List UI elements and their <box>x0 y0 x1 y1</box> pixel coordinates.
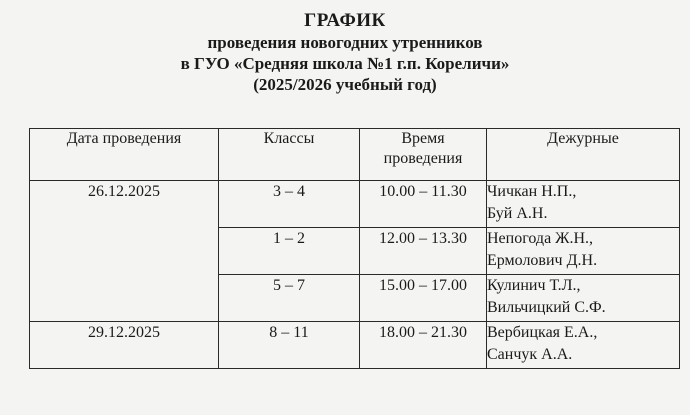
document-title <box>0 10 690 95</box>
header-duty: Дежурные <box>487 129 680 181</box>
time-cell: 15.00 – 17.00 <box>360 275 487 322</box>
date-cell: 29.12.2025 <box>30 322 219 369</box>
time-cell: 12.00 – 13.30 <box>360 228 487 275</box>
duty-person-1: Вербицкая Е.А., <box>487 324 598 341</box>
duty-cell <box>487 181 680 228</box>
duty-cell <box>487 275 680 322</box>
duty-person-1: Непогода Ж.Н., <box>487 230 594 247</box>
classes-cell: 8 – 11 <box>219 322 360 369</box>
title-line-3: в ГУО «Средняя школа №1 г.п. Кореличи» <box>180 54 510 73</box>
duty-person-2: Буй А.Н. <box>487 205 548 222</box>
duty-person-2: Ермолович Д.Н. <box>487 252 598 269</box>
table-row <box>30 322 680 369</box>
title-line-1: ГРАФИК <box>304 10 386 31</box>
header-time: Время проведения <box>360 129 487 181</box>
table-header-row <box>30 129 680 181</box>
classes-cell: 5 – 7 <box>219 275 360 322</box>
header-classes: Классы <box>219 129 360 181</box>
title-line-4: (2025/2026 учебный год) <box>253 75 437 94</box>
duty-person-1: Чичкан Н.П., <box>487 183 577 200</box>
classes-cell: 3 – 4 <box>219 181 360 228</box>
classes-cell: 1 – 2 <box>219 228 360 275</box>
time-cell: 18.00 – 21.30 <box>360 322 487 369</box>
schedule-table <box>29 128 680 369</box>
title-line-2: проведения новогодних утренников <box>207 33 483 52</box>
duty-cell <box>487 228 680 275</box>
time-cell: 10.00 – 11.30 <box>360 181 487 228</box>
header-date: Дата проведения <box>30 129 219 181</box>
duty-person-2: Вильчицкий С.Ф. <box>487 299 606 316</box>
duty-person-1: Кулинич Т.Л., <box>487 277 581 294</box>
duty-cell <box>487 322 680 369</box>
date-cell: 26.12.2025 <box>30 181 219 322</box>
table-row <box>30 181 680 228</box>
duty-person-2: Санчук А.А. <box>487 346 573 363</box>
